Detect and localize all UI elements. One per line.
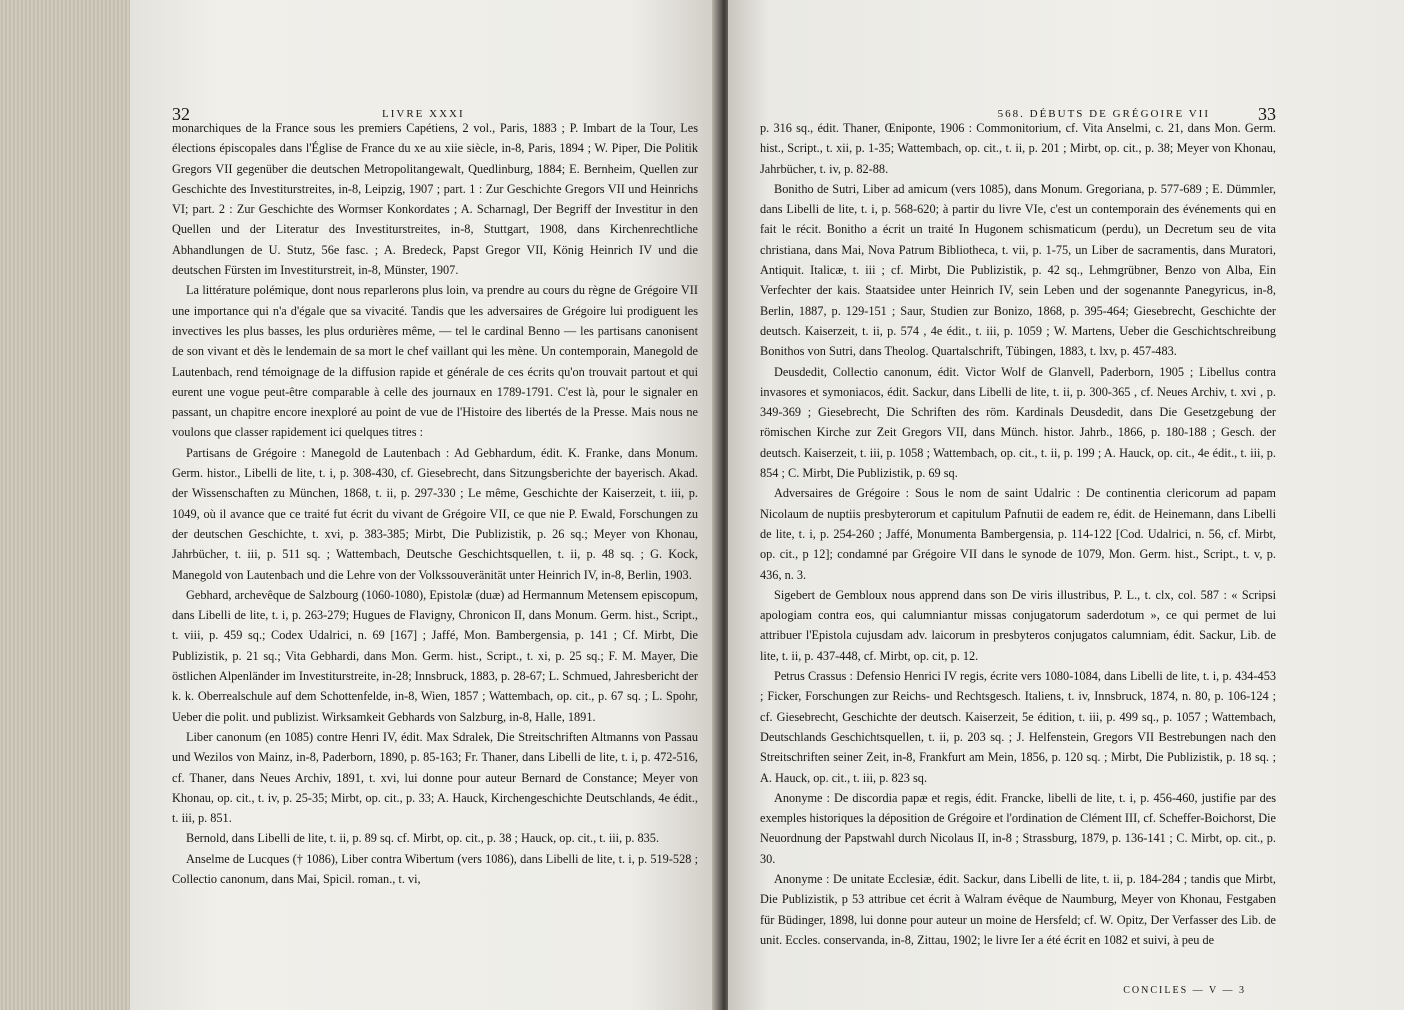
left-page [130,0,720,1010]
right-paragraph-7: Anonyme : De discordia papæ et regis, édit. Francke, libelli de lite, t. i, p. 456-460, justifie par des exemples historiques la déposition de Grégoire et l'ordination de Clément III, cf. Scheffer-Boichorst, Die Neuordnung der Papstwahl durch Nicolaus II, in-8 ; Strassburg, 1879, p. 136-141 ; C. Mirbt, op. cit., p. 30. [760,790,1277,866]
left-paragraph-5: Liber canonum (en 1085) contre Henri IV, édit. Max Sdralek, Die Streitschriften Altmanns von Passau und Wezilos von Mainz, in-8, Paderborn, 1890, p. 85-163; Fr. Thaner, dans Libelli de lite, t. i, p. 472-516, cf. Thaner, dans Neues Archiv, 1891, t. xvi, lui donne pour auteur Bernard de Constance; Meyer von Khonau, op. cit., t. iv, p. 25-35; Mirbt, op. cit., p. 33; A. Hauck, Kirchengeschichte Deutschlands, 4e édit., t. iii, p. 851. [172,729,698,826]
left-paragraph-7: Anselme de Lucques († 1086), Liber contra Wibertum (vers 1086), dans Libelli de lite, t. i, p. 519-528 ; Collectio canonum, dans Mai, Spicil. roman., t. vi, [172,851,698,886]
left-paragraph-1: monarchiques de la France sous les premiers Capétiens, 2 vol., Paris, 1883 ; P. Imbart de la Tour, Les élections épiscopales dans l'Église de France du xe au xiie siècle, in-8, Paris, 1894 ; W. Piper, Die Politik Gregors VII gegenüber die deutschen Metropolitangewalt, Quedlinburg, 1884; E. Bernheim, Quellen zur Geschichte des Investiturstreites, in-8, Leipzig, 1907 ; part. 1 : Zur Geschichte Gregors VII und Heinrichs VI; part. 2 : Zur Geschichte des Wormser Konkordates ; A. Scharnagl, Der Begriff der Investitur in den Quellen und der Literatur des Investiturstreites, in-8, Stuttgart, 1908, dans Kirchenrechtliche Abhandlungen de U. Stutz, 56e fasc. ; A. Bredeck, Papst Gregor VII, König Heinrich IV und die deutschen Fürsten im Investiturstreit, in-8, Münster, 1907. [172,121,698,278]
right-paragraph-8: Anonyme : De unitate Ecclesiæ, édit. Sackur, dans Libelli de lite, t. ii, p. 184-284 ; tandis que Mirbt, Die Publizistik, p 53 attribue cet écrit à Walram évêque de Naumburg, Meyer von Khonau, Festgaben für Büdinger, 1898, lui donne pour auteur un moine de Hersfeld; cf. W. Opitz, Der Verfasser des Lib. de unit. Eccles. conservanda, in-8, Zittau, 1902; le livre Ier a été écrit en 1082 et suivi, à peu de [760,871,1276,947]
left-paragraph-4: Gebhard, archevêque de Salzbourg (1060-1080), Epistolæ (duæ) ad Hermannum Metensem episcopum, dans Libelli de lite, t. i, p. 263-279; Hugues de Flavigny, Chronicon II, dans Monum. Germ. hist., Script., t. viii, p. 459 sq.; Codex Udalrici, n. 69 [167] ; Jaffé, Mon. Bambergensia, p. 141 ; Cf. Mirbt, Die Publizistik, p. 21 sq.; Vita Gebhardi, dans Mon. Germ. hist., Script., t. xi, p. 25 sq.; F. M. Mayer, Die östlichen Alpenländer im Investiturstreite, in-28; Innsbruck, 1883, p. 28-67; L. Schmued, Jahresbericht der k. k. Oberrealschule auf dem Schottenfelde, in-8, Wien, 1857 ; Wattembach, op. cit., p. 67 sq. ; L. Spohr, Ueber die polit. und publizist. Wirksamkeit Gebhards von Salzburg, in-8, Halle, 1891. [172,587,698,724]
left-body-text [172,118,698,889]
left-running-title: LIVRE XXXI [382,108,465,120]
right-page-number: 33 [1258,104,1276,124]
right-paragraph-4: Adversaires de Grégoire : Sous le nom de saint Udalric : De continentia clericorum ad papam Nicolaum de nuptiis presbyterorum et capitulum Pafnutii de eadem re, édit. de Heinemann, dans Libelli de lite, t. i, p. 254-260 ; Jaffé, Monumenta Bambergensia, p. 114-122 [Cod. Udalrici, n. 56, cf. Mirbt, op. cit., p 12]; condamné par Grégoire VII dans le synode de 1079, Mon. Germ. hist., Script., t. v, p. 436, n. 3. [760,486,1276,582]
right-running-head [760,78,1276,124]
page-edges [0,0,150,1010]
left-running-head [172,78,698,124]
signature-mark: CONCILES — V — 3 [1123,985,1246,996]
right-paragraph-5: Sigebert de Gembloux nous apprend dans son De viris illustribus, P. L., t. clx, col. 587 : « Scripsi apologiam contra eos, qui calumniantur missas conjugatorum saderdotum », ce qui permet de lui attribuer l'Epistola cujusdam adv. laicorum in presbyteros conjugatos calumniam, édit. Sackur, Lib. de lite, t. ii, p. 437-448, cf. Mirbt, op. cit, p. 12. [760,587,1276,663]
right-paragraph-3: Deusdedit, Collectio canonum, édit. Victor Wolf de Glanvell, Paderborn, 1905 ; Libellus contra invasores et symoniacos, édit. Sackur, dans Libelli de lite, t. ii, p. 300-365 , cf. Neues Archiv, t. xvi , p. 349-369 ; Giesebrecht, Die Schriften des röm. Kardinals Deusdedit, dans Die Gesetzgebung der römischen Kirche zur Zeit Gregors VII, dans Münch. histor. Jahrb., 1866, p. 180-188 ; Gesch. der deutsch. Kaiserzeit, t. iii, p. 1058 ; Wattembach, op. cit., t. ii, p. 199 ; A. Hauck, op. cit., 4e édit., t. iii, p. 854 ; C. Mirbt, Die Publizistik, p. 69 sq. [760,364,1276,481]
left-page-number: 32 [172,104,190,124]
left-paragraph-6: Bernold, dans Libelli de lite, t. ii, p. 89 sq. cf. Mirbt, op. cit., p. 38 ; Hauck, op. cit., t. iii, p. 835. [186,831,660,846]
left-paragraph-3: Partisans de Grégoire : Manegold de Lautenbach : Ad Gebhardum, édit. K. Franke, dans Monum. Germ. histor., Libelli de lite, t. i, p. 308-430, cf. Giesebrecht, dans Sitzungsberichte der bayerisch. Akad. der Wissenschaften zu München, 1868, t. ii, p. 297-330 ; Le même, Geschichte der Kaiserzeit, t. iii, p. 1049, où il avance que ce traité fut écrit du vivant de Grégoire VII, ce que nie P. Ewald, Forschungen zu der deutschen Geschichte, t. xvi, p. 383-385; Mirbt, Die Publizistik, p. 26 sq.; Meyer von Khonau, Jahrbücher, t. iii, p. 511 sq. ; Wattembach, Deutsche Geschichtsquellen, t. ii, p. 48 sq. ; G. Kock, Manegold von Lautenbach und die Lehre von der Volkssouveränität unter Heinrich IV, in-8, Berlin, 1903. [172,445,698,582]
right-page [728,0,1404,1010]
right-running-title: 568. DÉBUTS DE GRÉGOIRE VII [997,108,1210,120]
right-paragraph-2: Bonitho de Sutri, Liber ad amicum (vers 1085), dans Monum. Gregoriana, p. 577-689 ; E. Dümmler, dans Libelli de lite, t. i, p. 568-620; à partir du livre VIe, c'est un contemporain des événements qui en fait le récit. Bonitho a écrit un traité In Hugonem schismaticum (perdu), un Decretum seu de vita christiana, dans Mai, Nova Patrum Bibliotheca, t. vii, p. 1-75, un Liber de sacramentis, dans Muratori, Antiquit. Italicæ, t. iii ; cf. Mirbt, Die Publizistik, p. 42 sq., Lehmgrübner, Benzo von Alba, Ein Verfechter der kais. Staatsidee unter Heinrich IV, sein Leben und der sogenannte Panegyricus, in-8, Berlin, 1887, p. 129-151 ; Saur, Studien zur Bonizo, 1868, p. 395-464; Giesebrecht, Geschichte der deutsch. Kaiserzeit, t. ii, p. 574 , 4e édit., t. iii, p. 1059 ; W. Martens, Ueber die Geschichtschreibung Bonithos von Sutri, dans Theolog. Quartalschrift, Tübingen, 1883, t. lxv, p. 457-483. [760,181,1276,359]
right-paragraph-6: Petrus Crassus : Defensio Henrici IV regis, écrite vers 1080-1084, dans Libelli de lite, t. i, p. 434-453 ; Ficker, Forschungen zur Reichs- und Rechtsgesch. Italiens, t. iv, Innsbruck, 1874, n. 80, p. 106-124 ; cf. Giesebrecht, Geschichte der deutsch. Kaiserzeit, 5e édition, t. iii, p. 499 sq., p. 1057 ; Wattembach, Deutschlands Geschichtsquellen, t. ii, p. 203 sq. ; J. Helfenstein, Gregors VII Bestrebungen nach den Streitschriften seiner Zeit, in-8, Frankfurt am Mein, 1856, p. 120 sq. ; Mirbt, Die Publizistik, p. 18 sq. ; A. Hauck, op. cit., t. iii, p. 823 sq. [760,669,1276,785]
left-paragraph-2: La littérature polémique, dont nous reparlerons plus loin, va prendre au cours du règne de Grégoire VII une importance qui n'a d'égale que sa vivacité. Tandis que les adversaires de Grégoire lui prodiguent les invectives les plus basses, les plus ordurières même, — tel le cardinal Benno — les partisans canonisent de son vivant et dès le lendemain de sa mort le chef vaillant qui les mène. Un contemporain, Manegold de Lautenbach, rend témoignage de la diffusion rapide et générale de ces écrits qu'on trouvait partout et qui eurent une vogue peut-être comparable à celle des journaux en 1789-1791. C'est là, pour le signaler en passant, un chapitre encore inexploré au point de vue de l'Histoire des libertés de la Presse. Mais nous ne voulons que classer rapidement ici quelques titres : [172,283,698,440]
right-paragraph-1: p. 316 sq., édit. Thaner, Œniponte, 1906 : Commonitorium, cf. Vita Anselmi, c. 21, dans Mon. Germ. hist., Script., t. xii, p. 1-35; Wattembach, op. cit., t. ii, p. 201 ; Mirbt, op. cit., p. 38; Meyer von Khonau, Jahrbücher, t. iv, p. 82-88. [760,121,1276,176]
right-body-text [760,118,1276,950]
